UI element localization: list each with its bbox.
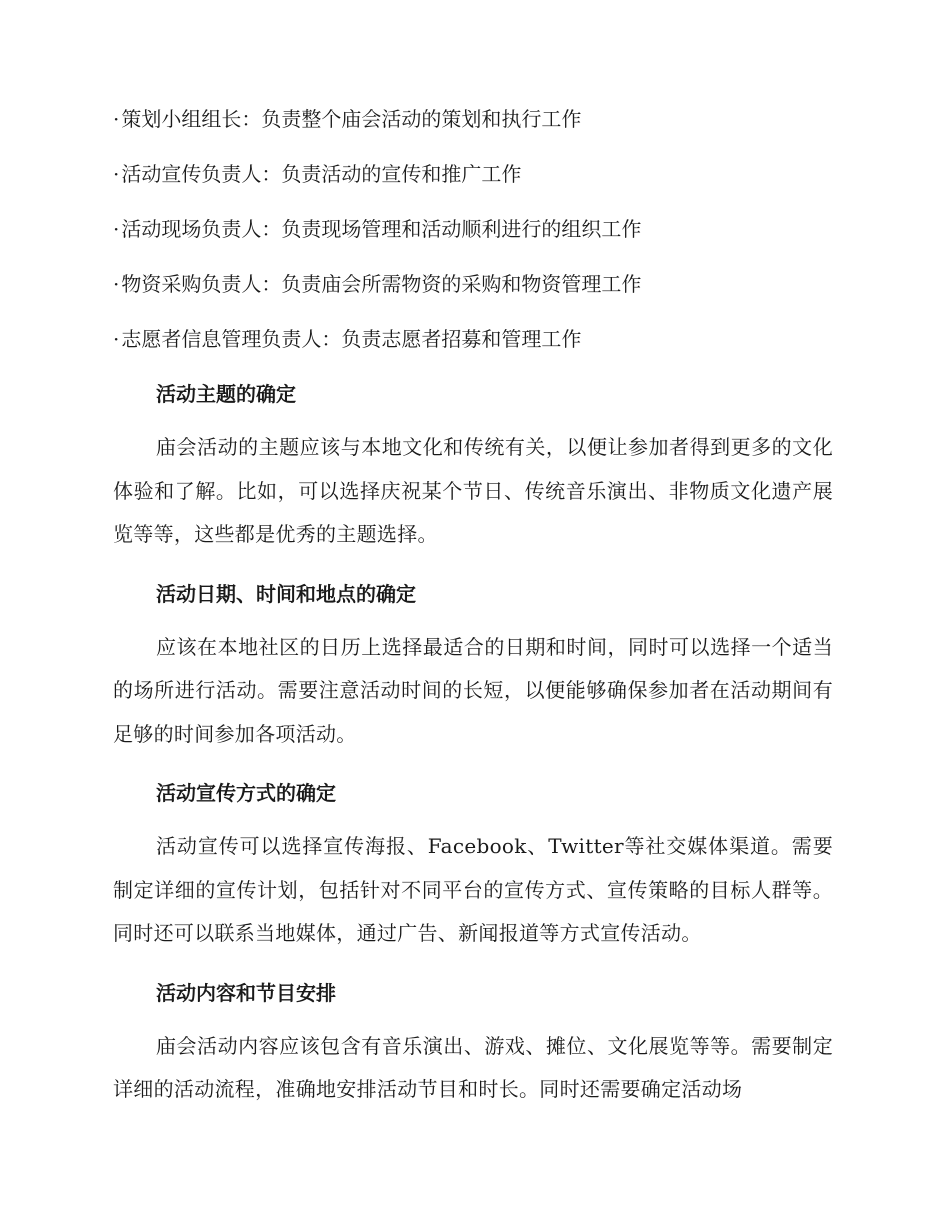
bullet-dot: ·: [113, 272, 120, 296]
section-paragraph-program: 庙会活动内容应该包含有音乐演出、游戏、摊位、文化展览等等。需要制定详细的活动流程，准确地安排活动节目和时长。同时还需要确定活动场: [113, 1033, 833, 1101]
bullet-dot: ·: [113, 327, 120, 351]
section-heading-theme: 活动主题的确定: [156, 382, 296, 406]
list-item: [113, 104, 833, 134]
bullet-dot: ·: [113, 217, 120, 241]
list-item-text: 活动现场负责人：负责现场管理和活动顺利进行的组织工作: [121, 217, 642, 241]
document-page: [113, 104, 833, 1134]
list-item: [113, 214, 833, 244]
section-paragraph-promotion: 活动宣传可以选择宣传海报、Facebook、Twitter等社交媒体渠道。需要制定详细的宣传计划，包括针对不同平台的宣传方式、宣传策略的目标人群等。同时还可以联系当地媒体，通过广告、新闻报道等方式宣传活动。: [113, 834, 833, 945]
list-item: [113, 269, 833, 299]
list-item-text: 活动宣传负责人：负责活动的宣传和推广工作: [121, 162, 522, 186]
section-heading-date-time-location: 活动日期、时间和地点的确定: [156, 581, 416, 606]
list-item-text: 策划小组组长：负责整个庙会活动的策划和执行工作: [121, 107, 582, 131]
section-paragraph-theme: 庙会活动的主题应该与本地文化和传统有关，以便让参加者得到更多的文化体验和了解。比如，可以选择庆祝某个节日、传统音乐演出、非物质文化遗产展览等等，这些都是优秀的主题选择。: [113, 435, 833, 546]
bullet-dot: ·: [113, 107, 120, 131]
list-item: [113, 324, 833, 354]
section-heading-promotion: 活动宣传方式的确定: [156, 781, 336, 805]
list-item: [113, 159, 833, 189]
section-paragraph-date-time-location: 应该在本地社区的日历上选择最适合的日期和时间，同时可以选择一个适当的场所进行活动。需要注意活动时间的长短，以便能够确保参加者在活动期间有足够的时间参加各项活动。: [113, 634, 833, 746]
bullet-dot: ·: [113, 162, 120, 186]
list-item-text: 志愿者信息管理负责人：负责志愿者招募和管理工作: [121, 327, 582, 351]
section-heading-program: 活动内容和节目安排: [156, 980, 336, 1005]
list-item-text: 物资采购负责人：负责庙会所需物资的采购和物资管理工作: [121, 272, 642, 296]
